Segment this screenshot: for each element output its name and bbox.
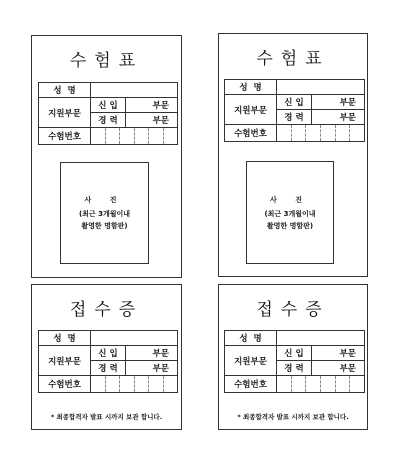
receipt-note: * 최종합격자 발표 시까지 보관 합니다.	[50, 413, 163, 421]
receipt-note: * 최종합격자 발표 시까지 보관 합니다.	[237, 413, 349, 421]
name-field[interactable]	[91, 83, 178, 98]
new-label: 신 입	[91, 346, 126, 361]
photo-line1: (최근 3개월이내	[78, 210, 131, 218]
dept-label: 지원부문	[39, 98, 91, 128]
photo-title: 사 진	[270, 195, 310, 204]
new-dept-suffix: 부문	[126, 346, 178, 361]
name-row	[39, 83, 178, 98]
name-label: 성 명	[39, 83, 91, 98]
photo-title: 사 진	[84, 196, 125, 204]
new-dept-suffix: 부문	[312, 95, 365, 110]
number-label: 수험번호	[225, 125, 277, 142]
name-label: 성 명	[225, 331, 277, 346]
ticket-form-table	[38, 82, 178, 145]
exp-label: 경 력	[91, 361, 126, 376]
number-field[interactable]	[91, 376, 178, 393]
number-field[interactable]	[91, 128, 178, 145]
receipt-form-table	[224, 330, 365, 393]
name-row	[225, 331, 365, 346]
new-label: 신 입	[277, 95, 312, 110]
number-row	[39, 128, 178, 145]
receipt-left	[31, 284, 182, 430]
number-row	[225, 376, 365, 393]
exam-ticket-right	[218, 33, 368, 277]
exp-label: 경 력	[277, 361, 312, 376]
number-label: 수험번호	[39, 376, 91, 393]
receipt-form-table	[38, 330, 178, 393]
dept-new-row	[39, 346, 178, 361]
name-field[interactable]	[91, 331, 178, 346]
dept-label: 지원부문	[225, 346, 277, 376]
photo-line2: 촬영한 명함판)	[81, 222, 128, 230]
number-row	[225, 125, 365, 142]
number-label: 수험번호	[225, 376, 277, 393]
name-field[interactable]	[277, 80, 365, 95]
dept-new-row	[39, 98, 178, 113]
exam-ticket-left	[31, 35, 182, 278]
new-dept-suffix: 부문	[312, 346, 365, 361]
number-field[interactable]	[277, 125, 365, 142]
exp-dept-suffix: 부문	[312, 110, 365, 125]
exp-dept-suffix: 부문	[312, 361, 365, 376]
photo-box	[60, 162, 149, 264]
number-field[interactable]	[277, 376, 365, 393]
ticket-form-table	[224, 79, 365, 142]
new-dept-suffix: 부문	[126, 98, 178, 113]
name-field[interactable]	[277, 331, 365, 346]
exp-label: 경 력	[91, 113, 126, 128]
dept-label: 지원부문	[39, 346, 91, 376]
dept-new-row	[225, 95, 365, 110]
exp-dept-suffix: 부문	[126, 361, 178, 376]
photo-box	[246, 161, 334, 264]
name-label: 성 명	[39, 331, 91, 346]
ticket-title: 수험표	[69, 51, 144, 71]
receipt-title: 접수증	[256, 300, 330, 320]
dept-label: 지원부문	[225, 95, 277, 125]
name-label: 성 명	[225, 80, 277, 95]
number-label: 수험번호	[39, 128, 91, 145]
receipt-title: 접수증	[69, 300, 144, 320]
new-label: 신 입	[91, 98, 126, 113]
name-row	[39, 331, 178, 346]
ticket-title: 수험표	[256, 49, 330, 69]
number-row	[39, 376, 178, 393]
receipt-right	[218, 284, 368, 430]
photo-line1: (최근 3개월이내	[264, 209, 316, 218]
new-label: 신 입	[277, 346, 312, 361]
exp-label: 경 력	[277, 110, 312, 125]
photo-line2: 촬영한 명함판)	[266, 221, 314, 230]
name-row	[225, 80, 365, 95]
dept-new-row	[225, 346, 365, 361]
exp-dept-suffix: 부문	[126, 113, 178, 128]
